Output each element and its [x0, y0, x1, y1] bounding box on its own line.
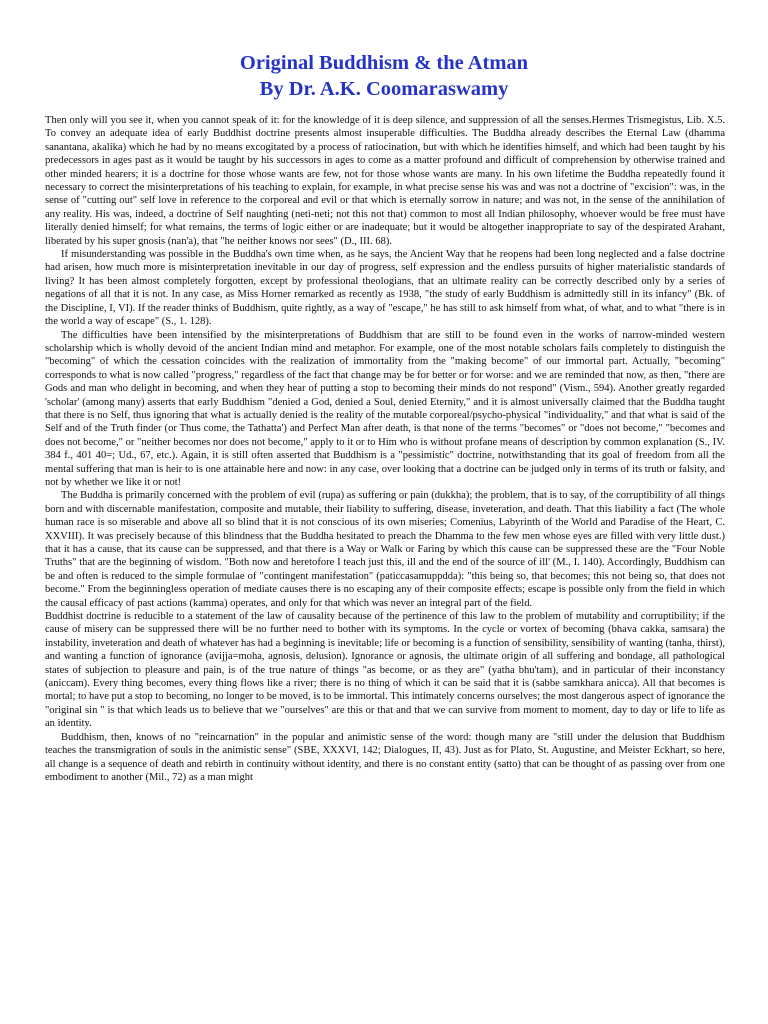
paragraph: Buddhism, then, knows of no "reincarnation" in the popular and animistic sense of the word: though many are "still under the delusion that Buddhism teaches the transmigration of souls in the animistic sense" (SBE, XXXVI, 142; Dialogues, II, 43). Just as for Plato, St. Augustine, and Meister Eckhart, so here, all change is a sequence of death and rebirth in continuity without identity, and there is no constant entity (satto) that can be thought of as passing over from one embodiment to another (Mil., 72) as a man might — [45, 731, 725, 783]
title-line-1: Original Buddhism & the Atman — [239, 52, 529, 74]
paragraph: If misunderstanding was possible in the Buddha's own time when, as he says, the Ancient Way that he reopens had been long neglected and a false doctrine had arisen, how much more is misinterpretation inevitable in our day of progress, self expression and the endless pursuits of higher materialistic standards of living? It has been almost completely forgotten, except by professional theologians, that an ultimate reality can be correctly described only by a series of negations of all that it is not. In any case, as Miss Horner remarked as recently as 1938, "the study of early Buddhism is admittedly still in its infancy" (Bk. of the Discipline, I, VI). If the reader thinks of Buddhism, quite rightly, as a way of "escape," he has still to ask himself from what, of what, and to what "there is in the world a way of escape" (S., 1. 128). — [45, 249, 725, 328]
title-line-2-author: By Dr. A.K. Coomaraswamy — [259, 78, 509, 100]
paragraph: The difficulties have been intensified by the misinterpretations of Buddhism that are still to be found even in the works of narrow-minded western scholarship which is wholly devoid of the ancient Indian mind and metaphor. For example, one of the most notable scholars fails completely to distinguish the "becoming" of which the cessation coincides with the realization of immortality from the "making become" of our immortal part. Actually, "becoming" corresponds to what is now called "progress," regardless of the fact that change may be for better or for worse: and we are reminded that now, as then, "there are Gods and man who delight in becoming, and when they hear of putting a stop to becoming their minds do not respond" (Vism., 594). Another greatly regarded 'scholar' (among many) asserts that early Buddhism "denied a God, denied a Soul, denied Eternity," and it is almost universally claimed that the Buddha taught that there is no Self, thus ignoring that what is actually denied is the reality of the mutable corporeal/psycho-physical "individuality," and that what is said of the Self and of the Truth finder (or Thus come, the Tathatta') and Perfect Man after death, is that none of the terms "becomes" or "does not become," "becomes and does not become," or "neither becomes nor does not become," apply to it or to Him who is without profane means of description by common explanation (S., IV. 384 f., 401 40=; Ud., 67, etc.). Again, it is still often asserted that Buddhism is a "pessimistic" doctrine, notwithstanding that its goal of freedom from all the mental suffering that man is heir to is one attainable here and now: in any case, over looking that a doctrine can be judged only in terms of its truth or falsity, and not by whether we like it or not! — [45, 329, 725, 488]
paragraph: Buddhist doctrine is reducible to a statement of the law of causality because of the pertinence of this law to the problem of mutability and corruptibility; if the cause of misery can be suppressed there will be no further need to bother with its symptoms. In the cycle or vortex of becoming (bhava cakka, samsara) the instability, inveteration and death of whatever has had a beginning is inevitable; life or becoming is a function of sensibility, sensibility of wanting (tanha, thirst), and wanting a function of ignorance (avijja=moha, agnosis, delusion). Ignorance or agnosis, the ultimate origin of all suffering and bondage, all pathological states of subjection to pleasure and pain, is of the true nature of things "as become, or as they are" (yatha bhu'tam), and in particular of their inconstancy (aniccam). Every thing becomes, every thing flows like a river; there is no thing of which it can be said that it is (sabbe samkhara anicca). All that becomes is mortal; to have put a stop to becoming, no longer to be moved, is to be immortal. This intimately concerns ourselves; the most dangerous aspect of ignorance the "original sin " is that which leads us to believe that we "ourselves" are this or that and that we can survive from moment to moment, day to day or life to life as an identity. — [45, 611, 725, 730]
article-body — [45, 114, 725, 784]
paragraph: The Buddha is primarily concerned with the problem of evil (rupa) as suffering or pain (dukkha); the problem, that is to say, of the corruptibility of all things born and with discernable manifestation, composite and mutable, their liability to suffering, disease, inveteration, and death. That this liability a fact (The whole human race is so miserable and above all so blind that it is not conscious of its own miseries; Comenius, Labyrinth of the World and Paradise of the Heart, C. XXVIII). It was precisely because of this blindness that the Buddha hesitated to preach the Dhamma to the few men whose eyes are filled with very little dust.) that it has a cause, that its cause can be suppressed, and that there is a Way or Walk or Faring by which this cause can be suppressed these are the "Four Noble Truths" that are the beginning of wisdom. "Both now and heretofore I teach just this, ill and the end of the source of ill' (M., I. 140). Accordingly, Buddhism can be and often is reduced to the simple formulae of "contingent manifestation" (paticcasamuppdda): "this being so, that becomes; this not being so, that does not become." From the beginningless operation of mediate causes there is no escaping any of their composite effects; escape is possible only from the field in which the causal efficacy of past actions (kamma) operates, and only for that which was never an integral part of the field. — [45, 490, 725, 609]
paragraph: Then only will you see it, when you cannot speak of it: for the knowledge of it is deep silence, and suppression of all the senses.Hermes Trismegistus, Lib. X.5. To convey an adequate idea of early Buddhist doctrine presents almost insuperable difficulties. The Buddha already describes the Eternal Law (dhamma sanantana, akalika) which he had by no means excogitated by a process of ratiocination, but with which he identifies himself, and which had been taught by his predecessors in ages past as it would be taught by his successors in ages to come as a matter profound and difficult of comprehension by otherwise trained and other minded hearers; it is a doctrine for those whose wants are few, not for those whose wants are many. In his own lifetime the Buddha repeatedly found it necessary to correct the misinterpretations of his teaching to explain, for example, in what precise sense his was and was not a doctrine of "excision": was, in the sense of "cutting out" self love in reference to the corporeal and evil or that which is eternally sorrow in nature; and was not, in the sense of the annihilation of any reality. His was, indeed, a doctrine of Self naughting (neti-neti; not this not that) common to most all Indian philosophy, whoever would be free must have literally denied himself; for what remains, the terms of logic either or are inadequate; but it would be altogether inappropriate to say of the despirated Arahant, liberated by his super gnosis (nan'a), that "he neither knows nor sees" (D., III. 68). — [45, 115, 725, 247]
document-title — [0, 0, 768, 102]
